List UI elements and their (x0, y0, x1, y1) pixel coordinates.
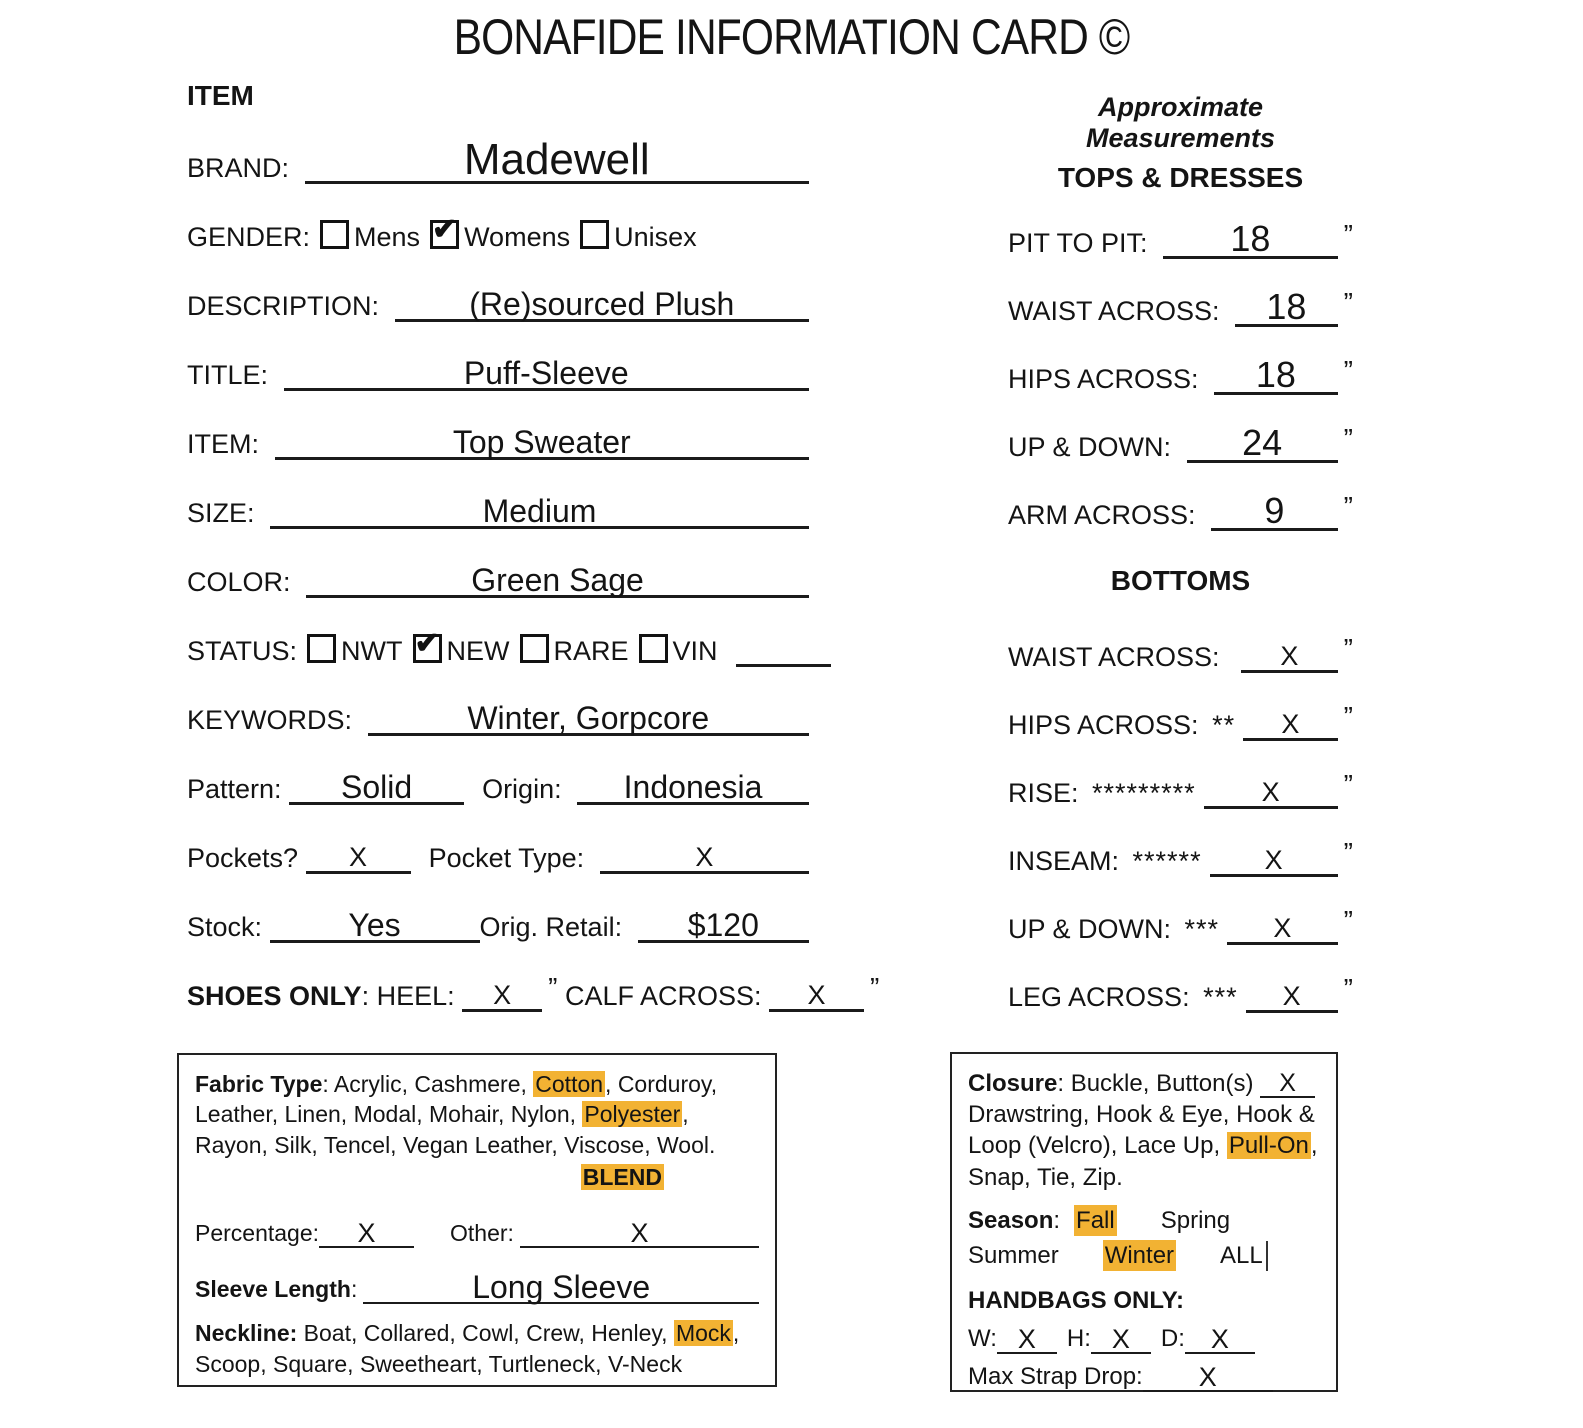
unisex-checkbox[interactable] (580, 220, 609, 249)
heel-unit: ” (548, 972, 558, 1003)
status-option-new[interactable] (411, 627, 510, 667)
item-field[interactable] (275, 408, 810, 460)
item-section (187, 80, 880, 1012)
highlighted-mock: Mock (675, 1320, 731, 1347)
size-value: Medium (482, 492, 597, 529)
season-all: ALL (1220, 1241, 1263, 1269)
checkmark-icon: ✔ (414, 627, 440, 660)
inch-mark: ” (1343, 355, 1353, 386)
inch-mark: ” (1343, 423, 1353, 454)
calf-unit: ” (870, 972, 880, 1003)
other-label: Other: (450, 1220, 514, 1247)
description-field[interactable] (395, 270, 809, 322)
pockets-value: X (349, 842, 368, 873)
brand-label: BRAND: (187, 153, 297, 184)
percentage-field[interactable]: X (319, 1208, 414, 1248)
pattern-label: Pattern: (187, 774, 290, 805)
width-label: W: (968, 1325, 997, 1353)
strap-drop-field[interactable]: X (1143, 1360, 1273, 1392)
season-summer: Summer (968, 1241, 1059, 1269)
neckline-label: Neckline: (195, 1320, 298, 1347)
waist-across-field[interactable]: 18 (1235, 275, 1338, 327)
handbags-whd-row (968, 1322, 1320, 1354)
heel-label: : HEEL: (361, 981, 463, 1012)
percentage-row (195, 1208, 759, 1248)
mens-label: Mens (354, 222, 421, 253)
rare-label: RARE (553, 636, 629, 667)
inch-mark: ” (1343, 905, 1353, 936)
width-field[interactable]: X (997, 1322, 1057, 1354)
sleeve-length-row: Sleeve Length : Long Sleeve (195, 1264, 759, 1304)
percentage-label: Percentage: (195, 1220, 320, 1247)
origin-value: Indonesia (623, 768, 763, 805)
inch-mark: ” (1343, 837, 1353, 868)
stock-retail-row (187, 874, 809, 943)
neckline-text: Neckline: Boat, Collared, Cowl, Crew, Henley, Mock, Scoop, Square, Sweetheart, Turtleneck, V-Neck (195, 1320, 740, 1377)
description-label: DESCRIPTION: (187, 291, 387, 322)
retail-value: $120 (687, 906, 759, 943)
fabric-type-label: Fabric Type (195, 1071, 323, 1097)
highlighted-cotton: Cotton (535, 1071, 604, 1097)
bottoms-waist-field[interactable]: X (1241, 621, 1338, 673)
status-option-rare[interactable] (518, 634, 629, 667)
bottoms-rows (1008, 605, 1353, 1013)
closure-label: Closure (968, 1070, 1058, 1097)
season-line-1: Season : Fall Spring (968, 1205, 1320, 1236)
new-label: NEW (446, 636, 510, 667)
season-line-2 (968, 1240, 1320, 1271)
handbags-only-header: HANDBAGS ONLY: (968, 1287, 1185, 1315)
brand-field[interactable] (305, 132, 809, 184)
measurements-header: Approximate Measurements (1085, 92, 1276, 153)
gender-label: GENDER: (187, 222, 311, 253)
up-down-row (1008, 395, 1353, 463)
pocket-type-value: X (695, 842, 714, 873)
pit-to-pit-row (1008, 194, 1353, 259)
color-label: COLOR: (187, 567, 299, 598)
inch-mark: ” (1343, 769, 1353, 800)
new-checkbox[interactable] (413, 627, 442, 663)
arm-across-field[interactable]: 9 (1211, 479, 1338, 531)
bottoms-hips-row: HIPS ACROSS: ** X ” (1008, 673, 1353, 741)
depth-label: D: (1160, 1325, 1185, 1353)
pocket-type-label: Pocket Type: (428, 843, 592, 874)
height-label: H: (1066, 1325, 1091, 1353)
gender-option-unisex[interactable] (578, 220, 697, 253)
item-label: ITEM: (187, 429, 267, 460)
title-label: TITLE: (187, 360, 276, 391)
keywords-value: Winter, Gorpcore (467, 699, 710, 736)
strap-drop-label: Max Strap Drop: (968, 1363, 1143, 1391)
status-label: STATUS: (187, 636, 298, 667)
description-value: (Re)sourced Plush (469, 285, 735, 322)
retail-label: Orig. Retail: (479, 912, 630, 943)
size-label: SIZE: (187, 498, 263, 529)
size-row (187, 460, 809, 529)
inch-mark: ” (1343, 491, 1353, 522)
calf-value: X (807, 980, 826, 1011)
nwt-checkbox[interactable] (307, 634, 336, 663)
highlighted-pull-on: Pull-On (1228, 1132, 1309, 1160)
heel-field[interactable] (462, 960, 542, 1012)
inch-mark: ” (1343, 633, 1353, 664)
bottoms-hips-field[interactable]: X (1243, 689, 1338, 741)
waist-across-row (1008, 259, 1353, 327)
item-value: Top Sweater (452, 423, 631, 460)
depth-field[interactable]: X (1185, 1322, 1255, 1354)
unisex-label: Unisex (614, 222, 697, 253)
closure-text: Closure: Buckle, Button(s) X Drawstring, Hook & Eye, Hook & Loop (Velcro), Lace Up, Pull-On, Snap, Tie, Zip. (968, 1069, 1318, 1191)
pit-to-pit-label: PIT TO PIT: (1008, 228, 1156, 259)
height-field[interactable]: X (1091, 1322, 1151, 1354)
up-down-field[interactable]: 24 (1187, 411, 1338, 463)
color-row (187, 529, 809, 598)
rise-field[interactable]: X (1204, 757, 1338, 809)
heel-value: X (493, 980, 512, 1011)
strap-drop-row (968, 1360, 1320, 1392)
rise-row: RISE: ********* X ” (1008, 741, 1353, 809)
other-field[interactable]: X (520, 1208, 759, 1248)
vin-checkbox[interactable] (639, 634, 668, 663)
waist-across-label: WAIST ACROSS: (1008, 296, 1228, 327)
keywords-field[interactable] (368, 684, 809, 736)
leg-across-field[interactable]: X (1246, 961, 1338, 1013)
inch-mark: ” (1343, 287, 1353, 318)
highlighted-polyester: Polyester (584, 1101, 681, 1128)
fabric-box (177, 1053, 777, 1387)
nwt-label: NWT (341, 636, 403, 667)
measurements-section (1008, 92, 1353, 1013)
sleeve-length-field[interactable] (363, 1264, 759, 1304)
bottoms-header: BOTTOMS (1110, 565, 1251, 596)
mens-checkbox[interactable] (320, 220, 349, 249)
stock-field[interactable] (270, 891, 480, 943)
item-row (187, 391, 809, 460)
description-row (187, 253, 809, 322)
highlighted-fall: Fall (1074, 1205, 1117, 1236)
fabric-type-text: Fabric Type: Acrylic, Cashmere, Cotton, Corduroy, Leather, Linen, Modal, Mohair, Nylon, Polyester, Rayon, Silk, Tencel, Vegan Leather, Viscose, Wool. (195, 1071, 718, 1158)
color-field[interactable] (306, 546, 809, 598)
status-option-nwt[interactable] (305, 634, 402, 667)
inch-mark: ” (1343, 701, 1353, 732)
color-value: Green Sage (471, 561, 644, 598)
brand-value: Madewell (463, 135, 650, 185)
sleeve-length-label: Sleeve Length (195, 1276, 351, 1303)
inseam-row: INSEAM: ****** X ” (1008, 809, 1353, 877)
season-spring: Spring (1160, 1206, 1231, 1234)
gender-option-mens[interactable] (318, 220, 420, 253)
inch-mark: ” (1343, 219, 1353, 250)
buttons-count-field[interactable]: X (1260, 1071, 1315, 1098)
pattern-field[interactable] (289, 753, 464, 805)
shoes-only-row (187, 943, 880, 1012)
arm-across-row (1008, 463, 1353, 531)
pit-to-pit-field[interactable]: 18 (1163, 207, 1338, 259)
title-field[interactable] (284, 339, 809, 391)
sleeve-length-value: Long Sleeve (472, 1269, 651, 1306)
status-other-field[interactable] (736, 615, 831, 667)
item-section-header: ITEM (187, 80, 254, 111)
pattern-value: Solid (340, 768, 413, 805)
pocket-type-field[interactable] (600, 822, 809, 874)
calf-label: CALF ACROSS: (557, 981, 769, 1012)
closure-box (950, 1052, 1338, 1392)
bottoms-updown-field[interactable]: X (1227, 893, 1338, 945)
calf-field[interactable] (769, 960, 864, 1012)
blend-line (195, 1162, 759, 1192)
season-label: Season (968, 1206, 1054, 1234)
pattern-origin-row (187, 736, 809, 805)
title-row (187, 322, 809, 391)
gender-row (187, 184, 809, 253)
pockets-row (187, 805, 809, 874)
hips-across-label: HIPS ACROSS: (1008, 364, 1207, 395)
origin-label: Origin: (482, 774, 570, 805)
status-option-vin[interactable] (637, 634, 718, 667)
pockets-field[interactable] (306, 822, 411, 874)
womens-label: Womens (464, 222, 571, 253)
highlighted-blend: BLEND (582, 1164, 662, 1191)
bottoms-waist-row: WAIST ACROSS: X ” (1008, 605, 1353, 673)
brand-row (187, 115, 809, 184)
retail-field[interactable] (638, 891, 809, 943)
rare-checkbox[interactable] (520, 634, 549, 663)
stock-value: Yes (348, 906, 401, 943)
inseam-field[interactable]: X (1210, 825, 1338, 877)
womens-checkbox[interactable] (430, 213, 459, 249)
shoes-only-label: SHOES ONLY (187, 981, 362, 1012)
leg-across-row: LEG ACROSS: *** X ” (1008, 945, 1353, 1013)
up-down-label: UP & DOWN: (1008, 432, 1179, 463)
hips-across-field[interactable]: 18 (1214, 343, 1338, 395)
arm-across-label: ARM ACROSS: (1008, 500, 1204, 531)
text-cursor (1266, 1241, 1268, 1271)
checkmark-icon: ✔ (432, 213, 458, 246)
highlighted-winter: Winter (1103, 1240, 1176, 1271)
vin-label: VIN (672, 636, 718, 667)
stock-label: Stock: (187, 912, 270, 943)
size-field[interactable] (270, 477, 809, 529)
gender-option-womens[interactable] (428, 213, 571, 253)
title-value: Puff-Sleeve (463, 354, 629, 391)
bottoms-updown-row: UP & DOWN: *** X ” (1008, 877, 1353, 945)
inch-mark: ” (1343, 973, 1353, 1004)
pockets-label: Pockets? (187, 843, 306, 874)
tops-dresses-header: TOPS & DRESSES (1057, 162, 1304, 193)
page-title: BONAFIDE INFORMATION CARD © (453, 9, 1130, 65)
status-row (187, 598, 809, 667)
hips-across-row (1008, 327, 1353, 395)
keywords-row (187, 667, 809, 736)
keywords-label: KEYWORDS: (187, 705, 360, 736)
origin-field[interactable] (577, 753, 809, 805)
